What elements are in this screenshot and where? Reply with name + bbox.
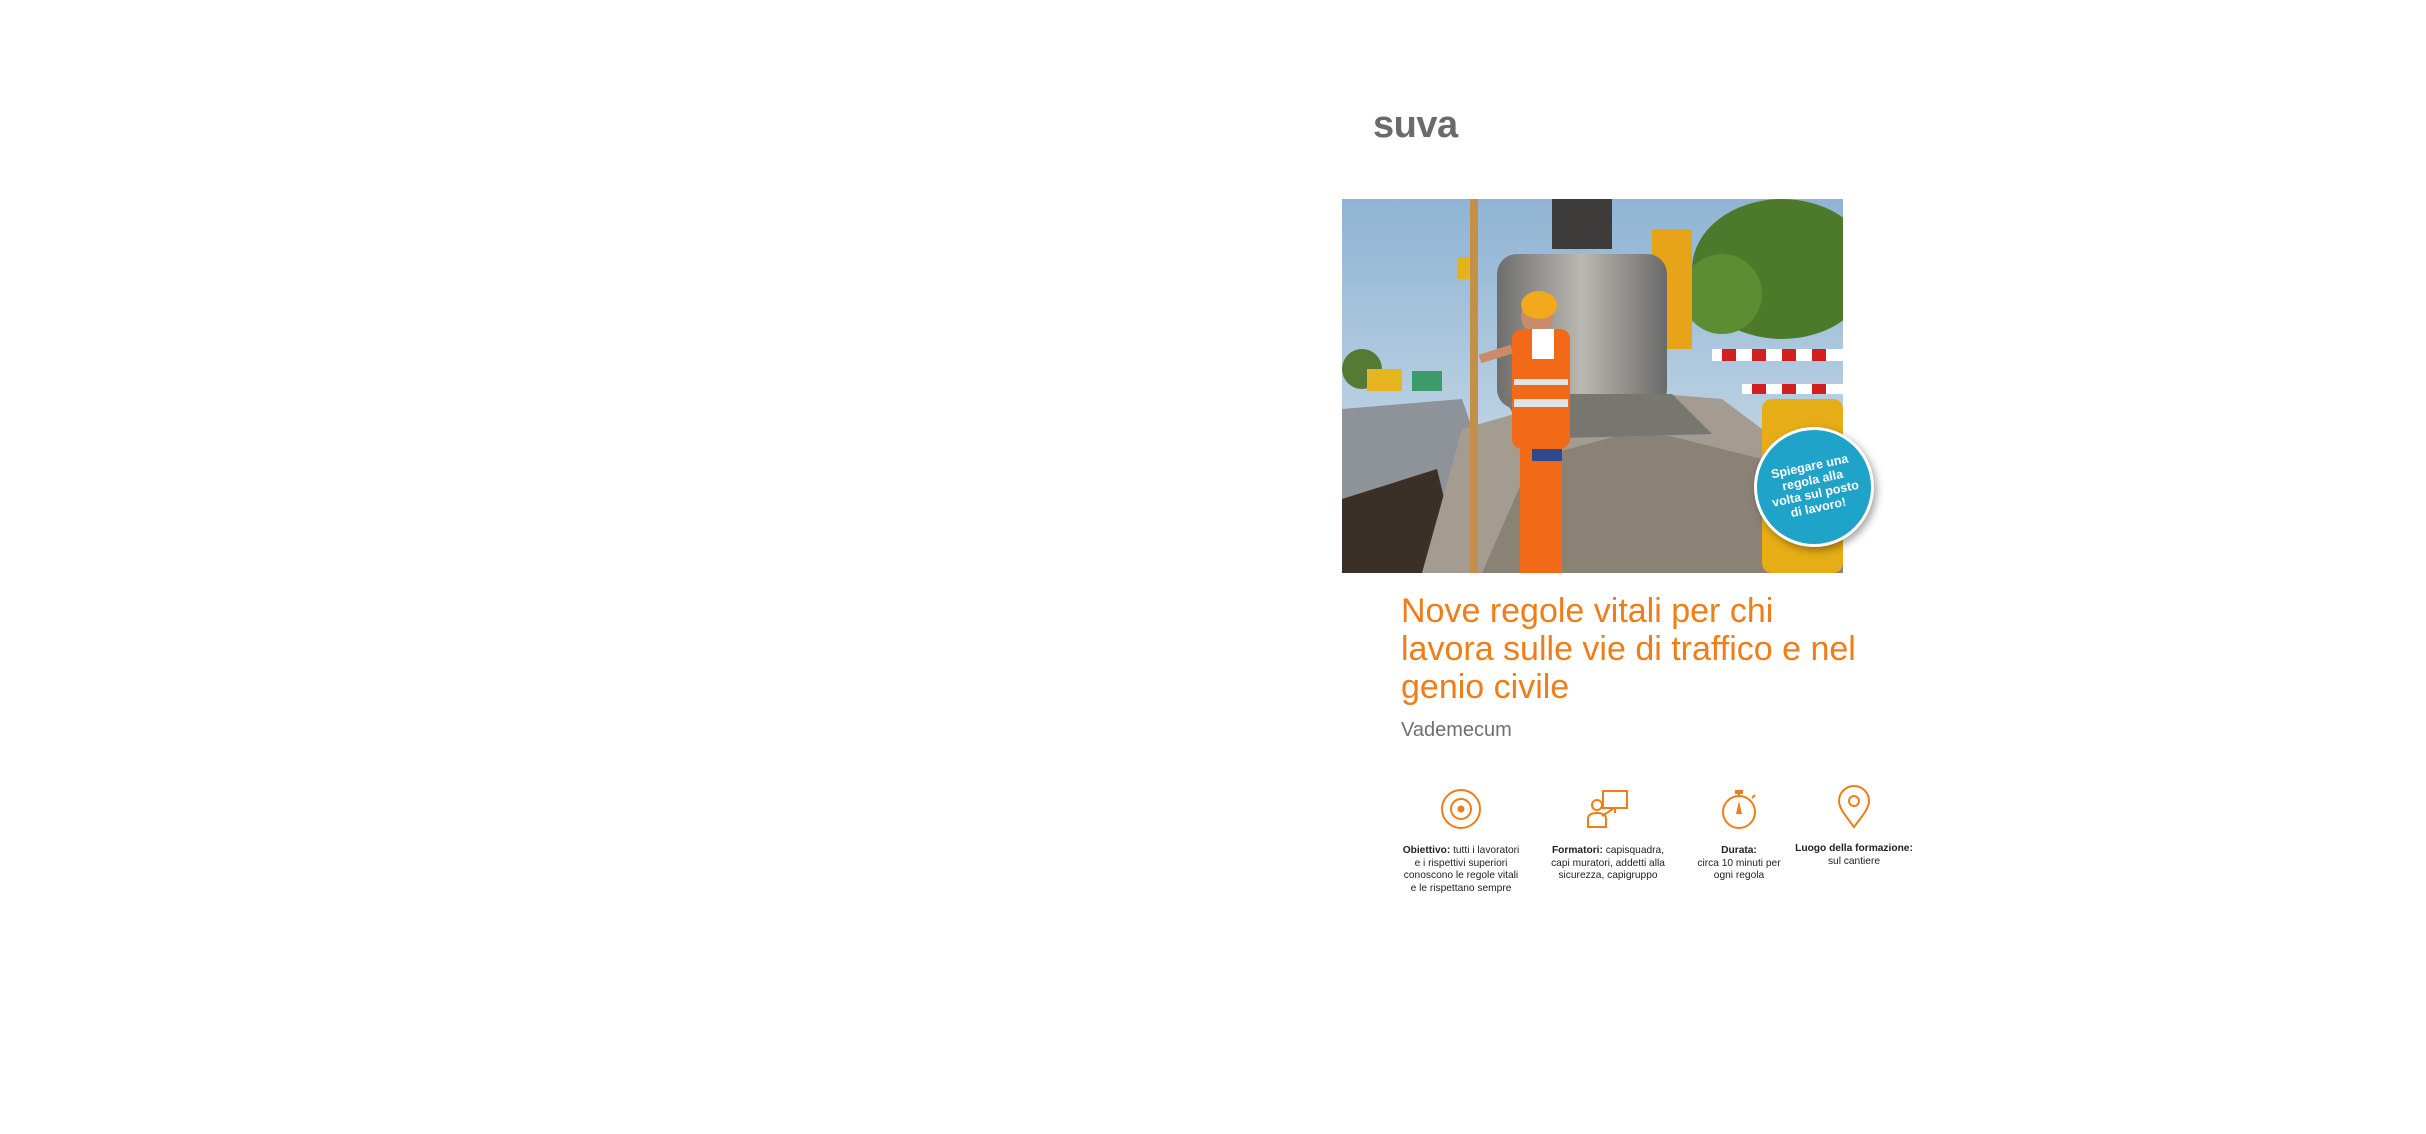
info-location-label: Luogo della formazione:	[1795, 843, 1913, 854]
info-duration-value: circa 10 minuti per ogni regola	[1697, 857, 1781, 882]
info-location-text	[1794, 843, 1914, 868]
info-objective-text	[1400, 845, 1522, 895]
info-location-value: sul cantiere	[1827, 855, 1881, 867]
info-trainers-value: capisquadra, capi muratori, addetti alla sicurezza, capigruppo	[1551, 845, 1665, 882]
info-objective-value: tutti i lavoratori e i rispettivi superiori conoscono le regole vitali e le rispettano sempre	[1403, 845, 1520, 894]
info-duration	[1693, 787, 1785, 883]
target-icon	[1439, 787, 1483, 831]
stopwatch-icon	[1717, 787, 1761, 831]
badge-text: Spiegare una regola alla volta sul posto di lavoro!	[1769, 451, 1861, 521]
page-title: Nove regole vitali per chi lavora sulle vie di traffico e nel genio civile	[1401, 592, 1856, 706]
info-trainers-text	[1551, 845, 1665, 883]
info-duration-label: Durata:	[1721, 845, 1757, 856]
info-duration-text	[1693, 845, 1785, 883]
location-pin-icon	[1832, 785, 1876, 831]
trainer-icon	[1585, 787, 1631, 831]
info-objective-label: Obiettivo:	[1402, 845, 1451, 856]
info-trainers	[1551, 787, 1665, 883]
page-subtitle: Vademecum	[1401, 719, 1512, 741]
suva-logo: suva	[1373, 104, 1458, 146]
info-objective	[1400, 787, 1522, 895]
info-location	[1794, 785, 1914, 868]
info-trainers-label: Formatori:	[1551, 845, 1603, 856]
